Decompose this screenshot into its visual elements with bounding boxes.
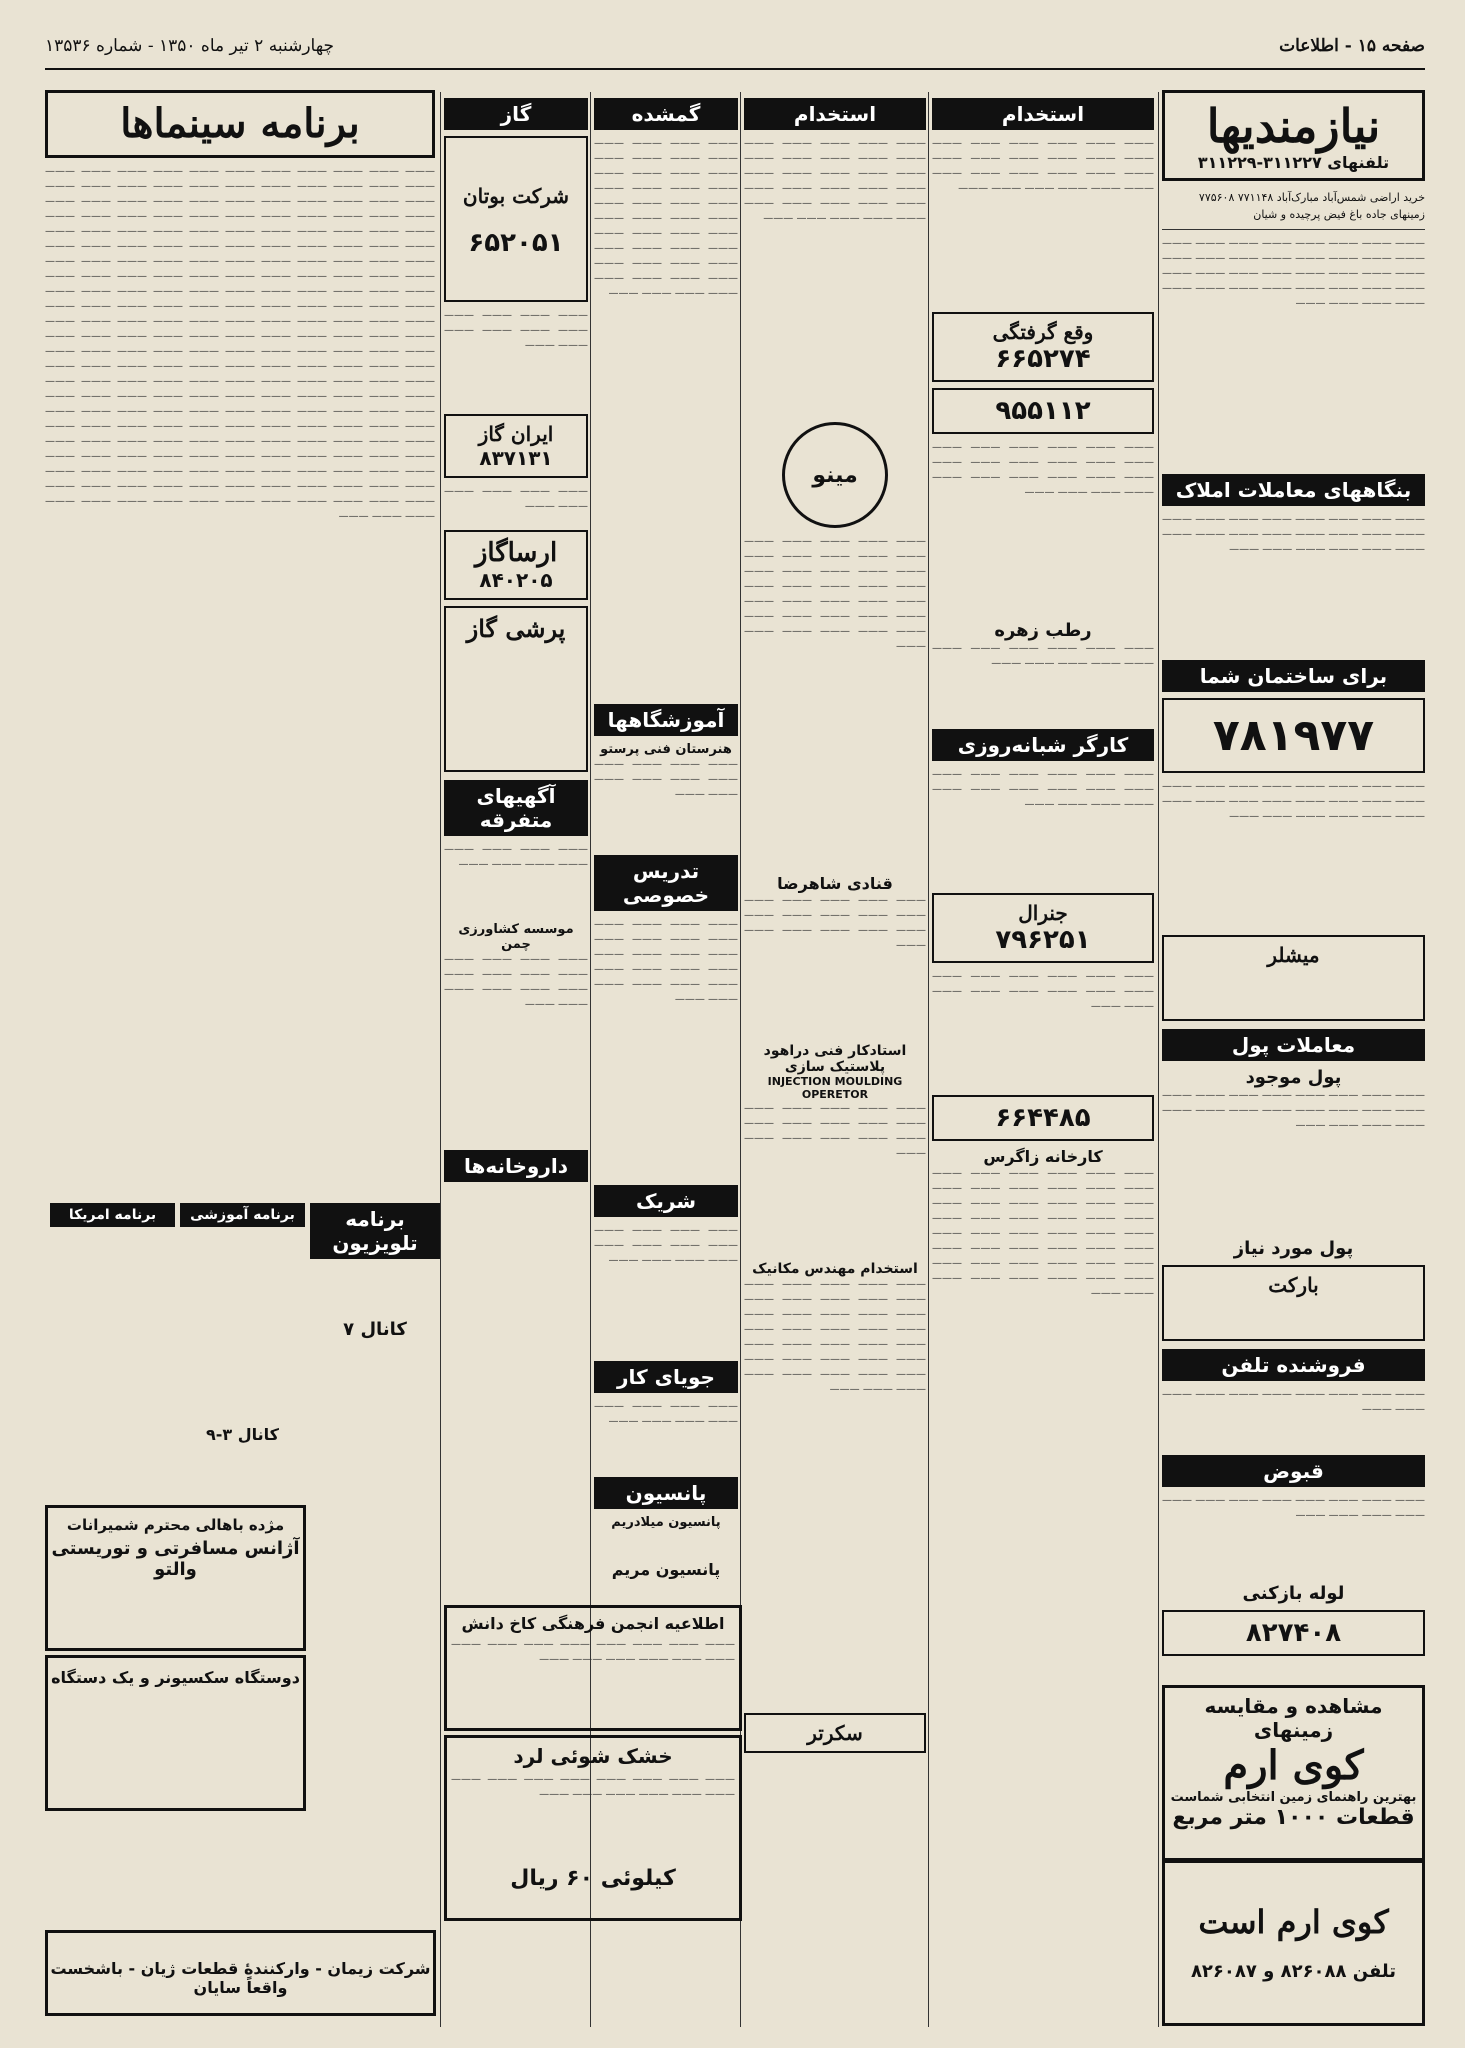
general-phone: ۷۹۶۲۵۱ bbox=[995, 925, 1091, 955]
channel-3-9: کانال ۳-۹ bbox=[206, 1425, 279, 1444]
tv-usa-block bbox=[50, 1195, 175, 1233]
small-ads-block: ——— ——— ——— ——— ——— ——— ——— ——— ——— ——— ——— ——— ——— ——— ——— ——— ——— ——— ——— ——— ——— ——— bbox=[1162, 514, 1425, 555]
persagaz-name: پرشی گاز bbox=[466, 614, 566, 643]
section-phone-sellers: فروشنده تلفن bbox=[1162, 1349, 1425, 1381]
section-tv: برنامه تلویزیون bbox=[310, 1203, 440, 1259]
small-ads-block: ——— ——— ——— ——— ——— ——— ——— ——— ——— ——— ——— ——— ——— ——— ——— ——— ——— ——— ——— ——— ——— ——— bbox=[1162, 781, 1425, 822]
ad-title: وقع گرفتگی bbox=[992, 320, 1094, 344]
section-employment: استخدام bbox=[932, 98, 1154, 130]
land-listing: زمینهای جاده باغ فیض پرچیده و شیان bbox=[1253, 208, 1425, 221]
small-ads-block: ——— ——— ——— ——— ——— ——— ——— ——— ——— ——— ——— ——— ——— ——— bbox=[451, 1639, 735, 1665]
general-brand: جنرال bbox=[1018, 901, 1068, 925]
big-phone-number: ۷۸۱۹۷۷ bbox=[1212, 710, 1375, 761]
laundry-price: کیلوئی ۶۰ ریال bbox=[510, 1866, 676, 1891]
butane-ad bbox=[444, 136, 588, 302]
mischler-ad bbox=[1162, 935, 1425, 1021]
column-employment-2 bbox=[744, 90, 926, 1759]
section-confectionery: قنادی شاهرضا bbox=[777, 874, 893, 893]
butane-name: شرکت بوتان bbox=[462, 184, 570, 208]
mino-brand: مینو bbox=[812, 462, 858, 488]
tv-channel-block bbox=[310, 1195, 440, 1340]
pipe-ad bbox=[932, 312, 1154, 382]
section-mech-engineer: استخدام مهندس مکانیک bbox=[752, 1261, 918, 1277]
small-ads-block: ——— ——— ——— ——— ——— ——— ——— ——— ——— ——— ——— ——— ——— ——— ——— ——— ——— ——— ——— ——— ——— ——— ——— ——— ——— ——— ——— ——— ——— ——— ——— ——— ——— ——— ——— ——— bbox=[1162, 238, 1425, 309]
tv-edu-block bbox=[180, 1195, 305, 1233]
notice-title: اطلاعیه انجمن فرهنگی کاخ دانش bbox=[461, 1614, 725, 1633]
column-rule bbox=[1158, 92, 1159, 2027]
pension-name: پانسیون میلادریم bbox=[611, 1515, 721, 1530]
agency-title: مژده باهالی محترم شمیرانات bbox=[66, 1516, 285, 1534]
pipe-phone: ۹۵۵۱۱۲ bbox=[995, 396, 1091, 426]
mischler-brand: میشلر bbox=[1267, 943, 1320, 967]
small-ads-block: ——— ——— ——— ——— ——— ——— ——— ——— ——— ——— ——— ——— bbox=[1162, 1495, 1425, 1521]
ziman-title: شرکت زیمان - وارکنندۀ قطعات ژیان - باشخست واقعاً سایان bbox=[50, 1959, 431, 1997]
pipe-phone: ۶۶۵۲۷۴ bbox=[995, 344, 1091, 374]
small-ads-block: ——— ——— ——— ——— ——— ——— ——— ——— ——— ——— bbox=[594, 759, 738, 800]
channel-7: کانال ۷ bbox=[343, 1319, 407, 1340]
bw-brand: بارکت bbox=[1268, 1273, 1319, 1297]
money-available: پول موجود bbox=[1245, 1067, 1342, 1088]
column-employment bbox=[932, 90, 1154, 1776]
valto-agency-ad bbox=[45, 1505, 306, 1651]
section-receipts: قبوض bbox=[1162, 1455, 1425, 1487]
column-rule bbox=[440, 92, 441, 2027]
agri-name: موسسه کشاورزی چمن bbox=[458, 922, 574, 952]
money-needed: پول مورد نیاز bbox=[1233, 1238, 1354, 1259]
section-misc-ads: آگهیهای متفرقه bbox=[444, 780, 588, 836]
pipe-section: لوله بازکنی bbox=[1242, 1583, 1345, 1604]
siemens-title: دوستگاه سکسیونر و یک دستگاه bbox=[51, 1668, 300, 1687]
page-header bbox=[45, 28, 1425, 70]
small-ads-block: ——— ——— ——— ——— ——— ——— ——— ——— ——— ——— ——— ——— ——— ——— ——— ——— ——— ——— ——— ——— ——— ——— ——— ——— ——— ——— ——— ——— ——— ——— bbox=[744, 138, 926, 224]
pipe-ad bbox=[1162, 1610, 1425, 1656]
small-ads-block: ——— ——— ——— ——— ——— ——— ——— ——— ——— ——— ——— ——— ——— ——— ——— ——— ——— ——— ——— ——— ——— ——— bbox=[594, 919, 738, 1005]
irangas-name: ایران گاز bbox=[478, 422, 554, 446]
arsagaz-ad bbox=[444, 530, 588, 600]
classifieds-title: نیازمندیها bbox=[1206, 99, 1381, 153]
section-edu: برنامه آموزشی bbox=[180, 1203, 305, 1227]
section-employment-2: استخدام bbox=[744, 98, 926, 130]
persagaz-ad bbox=[444, 606, 588, 772]
section-injection: استادکار فنی دراهود پلاستیک سازی bbox=[763, 1043, 907, 1075]
kooy-sub: بهترین راهنمای زمین انتخابی شماست bbox=[1170, 1790, 1417, 1805]
section-schools: آموزشگاهها bbox=[594, 704, 738, 736]
small-ads-block: ——— ——— ——— ——— ——— ——— ——— ——— ——— ——— bbox=[444, 310, 588, 351]
laundry-title: خشک شوئی لرد bbox=[513, 1744, 673, 1768]
laundry-ad bbox=[444, 1735, 742, 1921]
irangas-ad bbox=[444, 414, 588, 478]
small-ads-block: ——— ——— ——— ——— ——— ——— ——— ——— ——— ——— ——— ——— ——— ——— ——— ——— ——— ——— ——— ——— ——— ——— ——— ——— bbox=[932, 138, 1154, 194]
section-pension: پانسیون bbox=[594, 1477, 738, 1509]
section-tutoring: تدریس خصوصی bbox=[594, 855, 738, 911]
section-wet: رطب زهره bbox=[994, 620, 1092, 641]
section-pharmacy: داروخانه‌ها bbox=[444, 1150, 588, 1182]
small-ads-block: ——— ——— ——— ——— ——— ——— ——— ——— ——— ——— bbox=[1162, 1389, 1425, 1415]
section-partner: شریک bbox=[594, 1185, 738, 1217]
section-gas: گاز bbox=[444, 98, 588, 130]
section-real-estate: بنگاههای معاملات املاک bbox=[1162, 474, 1425, 506]
irangas-phone: ۸۳۷۱۳۱ bbox=[479, 446, 553, 470]
secretary-ad bbox=[744, 1713, 926, 1753]
section-money: معاملات پول bbox=[1162, 1029, 1425, 1061]
kooy-eram-ad-bottom bbox=[1162, 1860, 1425, 2026]
column-rule bbox=[928, 92, 929, 2027]
school-name: هنرستان فنی پرستو bbox=[600, 742, 732, 757]
small-ads-block: ——— ——— ——— ——— ——— ——— ——— ——— ——— ——— ——— ——— ——— ——— ——— ——— ——— ——— ——— ——— ——— ——— ——— ——— ——— ——— ——— ——— ——— ——— ——— ——— ——— ——— ——— ——— ——— ——— ——— ——— ——— ——— ——— ——— ——— ——— ——— ——— ——— ——— bbox=[932, 1168, 1154, 1299]
small-ads-block: ——— ——— ——— ——— ——— ——— ——— ——— ——— ——— ——— ——— bbox=[594, 1225, 738, 1266]
siemens-ad bbox=[45, 1655, 306, 1811]
tv-programs bbox=[45, 1195, 440, 1495]
small-ads-block: ——— ——— ——— ——— ——— ——— bbox=[444, 486, 588, 512]
kooy-phone: تلفن ۸۲۶۰۸۸ و ۸۲۶۰۸۷ bbox=[1190, 1961, 1397, 1982]
small-ads-block: ——— ——— ——— ——— ——— ——— ——— ——— ——— ——— ——— ——— ——— ——— ——— ——— bbox=[744, 1103, 926, 1159]
secretary-title: سکرتر bbox=[807, 1721, 863, 1745]
pipe-phone: ۶۶۴۴۸۵ bbox=[995, 1103, 1091, 1133]
kooy-end: کوی ارم است bbox=[1198, 1903, 1389, 1941]
pipe-phone: ۸۲۷۴۰۸ bbox=[1245, 1618, 1342, 1648]
kooy-eram-ad bbox=[1162, 1685, 1425, 1861]
page-label: صفحه ۱۵ - اطلاعات bbox=[1279, 36, 1425, 56]
small-ads-block: ——— ——— ——— ——— ——— ——— ——— ——— bbox=[594, 1401, 738, 1427]
injection-english: INJECTION MOULDING OPERETOR bbox=[767, 1075, 903, 1101]
small-ads-block: ——— ——— ——— ——— ——— ——— ——— ——— ——— ——— ——— ——— ——— ——— ——— ——— bbox=[744, 895, 926, 951]
cinema-masthead bbox=[45, 90, 435, 158]
kooy-area: قطعات ۱۰۰۰ متر مربع bbox=[1172, 1805, 1415, 1830]
issue-date: چهارشنبه ۲ تیر ماه ۱۳۵۰ - شماره ۱۳۵۳۶ bbox=[45, 36, 335, 56]
mino-logo bbox=[782, 422, 888, 528]
small-ads-block: ——— ——— ——— ——— ——— ——— ——— ——— ——— ——— ——— ——— ——— ——— ——— ——— bbox=[932, 769, 1154, 810]
small-ads-block: ——— ——— ——— ——— ——— ——— ——— ——— ——— ——— ——— ——— ——— ——— bbox=[932, 971, 1154, 1012]
pension-name: پانسیون مریم bbox=[611, 1560, 721, 1579]
small-ads-block: ——— ——— ——— ——— ——— ——— ——— ——— ——— ——— ——— ——— ——— ——— bbox=[451, 1774, 735, 1800]
column-cinema bbox=[45, 90, 435, 1204]
column-gas bbox=[444, 90, 588, 1188]
section-job-seekers: جویای کار bbox=[594, 1361, 738, 1393]
pipe-ad bbox=[932, 388, 1154, 434]
small-ads-block: ——— ——— ——— ——— ——— ——— ——— ——— ——— ——— ——— ——— ——— ——— ——— ——— ——— ——— ——— ——— ——— ——— ——— ——— ——— ——— ——— ——— ——— ——— ——— ——— ——— ——— ——— ——— ——— ——— bbox=[744, 1279, 926, 1395]
small-ads-block: ——— ——— ——— ——— ——— ——— ——— ——— ——— ——— ——— ——— ——— ——— bbox=[444, 954, 588, 1010]
section-lost: گمشده bbox=[594, 98, 738, 130]
arsagaz-name: ارساگاز bbox=[474, 538, 558, 568]
kooy-name: کوی ارم bbox=[1223, 1742, 1364, 1789]
bw-ad bbox=[1162, 1265, 1425, 1341]
classifieds-masthead bbox=[1162, 90, 1425, 181]
small-ads-block: ——— ——— ——— ——— ——— ——— ——— ——— ——— ——— ——— ——— ——— ——— ——— ——— ——— ——— ——— ——— bbox=[1162, 1090, 1425, 1131]
pipe-ad bbox=[932, 1095, 1154, 1141]
section-worker: کارگر شبانه‌روزی bbox=[932, 729, 1154, 761]
small-ads-block: ——— ——— ——— ——— ——— ——— ——— ——— ——— ——— ——— ——— ——— ——— ——— ——— ——— ——— ——— ——— ——— ——— ——— ——— ——— ——— ——— ——— ——— ——— ——— ——— ——— ——— ——— ——— ——— ——— ——— ——— ——— ——— ——— ——— bbox=[594, 138, 738, 299]
agency-name: آژانس مسافرتی و توریستی والتو bbox=[51, 1538, 300, 1580]
kakh-danesh-notice bbox=[444, 1605, 742, 1731]
small-ads-block: ——— ——— ——— ——— ——— ——— ——— ——— ——— ——— ——— ——— ——— ——— ——— ——— ——— ——— ——— ——— ——— ——— ——— ——— ——— ——— ——— ——— ——— ——— ——— ——— ——— ——— ——— ——— bbox=[744, 536, 926, 652]
section-building: برای ساختمان شما bbox=[1162, 660, 1425, 692]
column-classifieds bbox=[1162, 90, 1425, 1662]
classifieds-phones: تلفنهای ۳۱۱۲۲۷-۳۱۱۲۲۹ bbox=[1197, 153, 1390, 172]
cinema-listings: ——— ——— ——— ——— ——— ——— ——— ——— ——— ——— ——— ——— ——— ——— ——— ——— ——— ——— ——— ——— ——— ——— ——— ——— ——— ——— ——— ——— ——— ——— ——— ——— ——— ——— ——— ——— ——— ——— ——— ——— ——— ——— ——— ——— ——— ——— ——— ——— ——— ——— ——— ——— ——— ——— ——— ——— ——— ——— ——— ——— ——— ——— ——— ——— ——— ——— ——— ——— ——— ——— ——— ——— ——— ——— ——— ——— ——— ——— ——— ——— ——— ——— ——— ——— ——— ——— ——— ——— ——— ——— ——— ——— ——— ——— ——— ——— ——— ——— ——— ——— ——— ——— ——— ——— ——— ——— ——— ——— ——— ——— ——— ——— ——— ——— ——— ——— ——— ——— ——— ——— ——— ——— ——— ——— ——— ——— ——— ——— ——— ——— ——— ——— ——— ——— ——— ——— ——— ——— ——— ——— ——— ——— ——— ——— ——— ——— ——— ——— ——— ——— ——— ——— ——— ——— ——— ——— ——— ——— ——— ——— ——— ——— ——— ——— ——— ——— ——— ——— ——— ——— ——— ——— ——— ——— ——— ——— ——— ——— ——— ——— ——— ——— ——— ——— ——— ——— ——— ——— ——— ——— ——— ——— ——— ——— ——— ——— ——— ——— ——— ——— ——— ——— ——— ——— ——— ——— ——— ——— ——— ——— ——— ——— ——— ——— ——— ——— ——— ——— ——— ——— ——— ——— ——— ——— ——— ——— ——— ——— ——— ——— ——— ——— ——— ——— ——— ——— ——— ——— ——— ——— ——— ——— ——— ——— ——— ——— ——— ——— ——— ——— ——— ——— ——— ——— ——— ——— bbox=[45, 166, 435, 522]
section-usa: برنامه امریکا bbox=[50, 1203, 175, 1227]
small-ads-block: ——— ——— ——— ——— ——— ——— ——— ——— ——— ——— ——— ——— ——— ——— ——— ——— ——— ——— ——— ——— ——— ——— bbox=[932, 442, 1154, 498]
general-ad bbox=[932, 893, 1154, 963]
cinema-title: برنامه سینماها bbox=[120, 100, 360, 147]
kooy-heading: مشاهده و مقایسه زمینهای bbox=[1204, 1694, 1383, 1742]
arsagaz-phone: ۸۴۰۲۰۵ bbox=[479, 568, 553, 592]
land-listing: خرید اراضی شمس‌آباد مبارک‌آباد ۷۷۱۱۴۸ ۷۷۵۶۰۸ bbox=[1198, 191, 1425, 204]
small-ads-block: ——— ——— ——— ——— ——— ——— ——— ——— bbox=[444, 844, 588, 870]
butane-phone: ۶۵۲۰۵۱ bbox=[468, 228, 564, 258]
phone-ad bbox=[1162, 698, 1425, 773]
section-factory: کارخانه زاگرس bbox=[983, 1147, 1103, 1166]
ziman-footer-ad bbox=[45, 1930, 436, 2016]
small-ads-block: ——— ——— ——— ——— ——— ——— ——— ——— ——— ——— ——— bbox=[932, 643, 1154, 669]
column-misc bbox=[594, 90, 738, 1579]
